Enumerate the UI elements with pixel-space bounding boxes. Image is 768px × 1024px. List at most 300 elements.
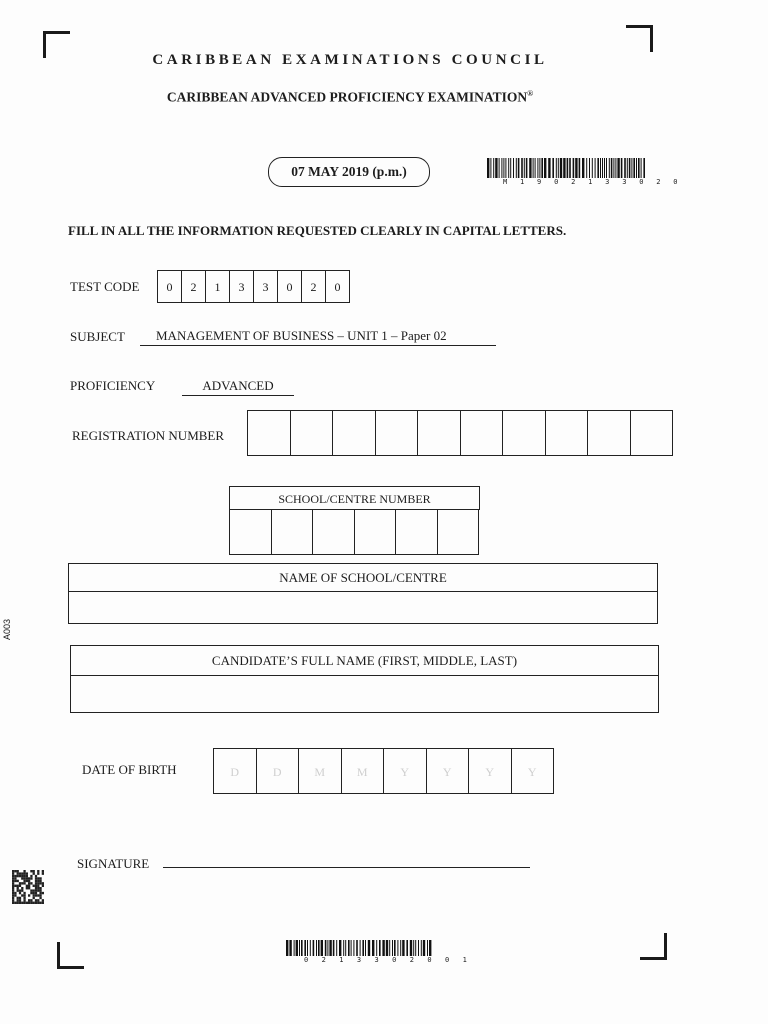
registration-number-label: REGISTRATION NUMBER — [72, 428, 225, 443]
qr-module — [35, 899, 37, 901]
qr-module — [30, 882, 32, 884]
corner-mark-bottom-left — [57, 942, 84, 969]
barcode-bar — [602, 158, 603, 178]
school-centre-number-label: SCHOOL/CENTRE NUMBER — [229, 486, 480, 510]
barcode-bar — [327, 940, 328, 956]
date-of-birth-box[interactable]: Y — [426, 748, 470, 794]
qr-module — [12, 899, 14, 901]
qr-module — [37, 872, 39, 874]
qr-module — [35, 885, 37, 887]
exam-date: 07 MAY 2019 (p.m.) — [268, 157, 430, 187]
barcode-bar — [386, 940, 388, 956]
qr-module — [12, 875, 14, 877]
side-code: A003 — [2, 618, 12, 640]
qr-module — [33, 897, 35, 899]
qr-module — [23, 870, 25, 872]
barcode-bar — [392, 940, 393, 956]
qr-module — [19, 885, 21, 887]
date-of-birth-box[interactable]: M — [341, 748, 385, 794]
qr-module — [37, 889, 39, 891]
qr-module — [12, 870, 14, 872]
qr-module — [23, 894, 25, 896]
qr-module — [14, 870, 16, 872]
date-of-birth-box[interactable]: Y — [468, 748, 512, 794]
candidate-name-field[interactable] — [71, 676, 658, 713]
school-centre-number-box[interactable] — [229, 509, 272, 555]
qr-module — [28, 877, 30, 879]
qr-module — [28, 880, 30, 882]
barcode-bar — [582, 158, 584, 178]
qr-module — [39, 902, 41, 904]
qr-module — [42, 870, 44, 872]
qr-module — [30, 889, 32, 891]
barcode-bar — [329, 940, 331, 956]
qr-module — [23, 899, 25, 901]
qr-module — [23, 892, 25, 894]
qr-module — [12, 889, 14, 891]
barcode-bar — [495, 158, 497, 178]
top-barcode-number: M 1 9 0 2 1 3 3 0 2 0 — [503, 178, 682, 186]
barcode-bar — [418, 940, 419, 956]
barcode-bar — [548, 158, 550, 178]
barcode-bar — [487, 158, 489, 178]
examination-name: CARIBBEAN ADVANCED PROFICIENCY EXAMINATION — [166, 89, 528, 105]
barcode-bar — [379, 940, 381, 956]
school-name-field[interactable] — [69, 592, 657, 624]
school-centre-number-box[interactable] — [354, 509, 397, 555]
qr-module — [35, 880, 37, 882]
registration-number-box[interactable] — [460, 410, 504, 456]
barcode-bar — [427, 940, 428, 956]
barcode-bar — [353, 940, 354, 956]
school-centre-number-section — [229, 486, 480, 555]
qr-module — [37, 877, 39, 879]
qr-module — [19, 872, 21, 874]
qr-module — [21, 894, 23, 896]
barcode-bar — [365, 940, 366, 956]
registration-number-boxes — [248, 410, 673, 456]
barcode-bar — [508, 158, 509, 178]
qr-module — [14, 892, 16, 894]
qr-code — [12, 870, 44, 909]
barcode-bar — [539, 158, 540, 178]
barcode-bar — [567, 158, 569, 178]
signature-label: SIGNATURE — [77, 856, 150, 871]
candidate-name-section — [70, 645, 659, 713]
barcode-bar — [318, 940, 320, 956]
test-code-digit: 2 — [301, 270, 326, 303]
qr-module — [35, 892, 37, 894]
qr-module — [33, 872, 35, 874]
subject-label: SUBJECT — [70, 329, 125, 344]
barcode-bar — [394, 940, 396, 956]
barcode-bar — [310, 940, 311, 956]
qr-module — [26, 875, 28, 877]
qr-module — [39, 882, 41, 884]
school-name-label: NAME OF SCHOOL/CENTRE — [69, 564, 657, 592]
registration-number-box[interactable] — [247, 410, 291, 456]
barcode-bar — [333, 940, 335, 956]
qr-module — [12, 872, 14, 874]
qr-module — [12, 902, 14, 904]
qr-module — [26, 880, 28, 882]
qr-module — [39, 892, 41, 894]
school-centre-number-box[interactable] — [395, 509, 438, 555]
barcode-bar — [296, 940, 298, 956]
qr-module — [17, 872, 19, 874]
barcode-bar — [556, 158, 557, 178]
qr-module — [23, 877, 25, 879]
barcode-bar — [389, 940, 390, 956]
test-code-digit: 0 — [325, 270, 350, 303]
qr-module — [35, 894, 37, 896]
signature-line[interactable] — [163, 853, 530, 868]
qr-module — [17, 899, 19, 901]
barcode-bar — [304, 940, 306, 956]
qr-module — [30, 899, 32, 901]
barcode-bar — [490, 158, 491, 178]
qr-module — [23, 872, 25, 874]
qr-module — [19, 897, 21, 899]
barcode-bar — [638, 158, 640, 178]
barcode-bar — [423, 940, 425, 956]
test-code-label: TEST CODE — [70, 279, 140, 294]
barcode-bar — [526, 158, 528, 178]
registration-number-box[interactable] — [545, 410, 589, 456]
barcode-bar — [537, 158, 538, 178]
barcode-bar — [518, 158, 520, 178]
subject-field: MANAGEMENT OF BUSINESS – UNIT 1 – Paper 02 — [140, 328, 496, 346]
qr-module — [37, 887, 39, 889]
top-barcode — [487, 158, 647, 178]
qr-module — [33, 885, 35, 887]
qr-module — [33, 870, 35, 872]
barcode-bar — [624, 158, 626, 178]
qr-module — [19, 892, 21, 894]
barcode-bar — [339, 940, 341, 956]
organization-title: CARIBBEAN EXAMINATIONS COUNCIL — [152, 52, 548, 68]
barcode-bar — [372, 940, 374, 956]
qr-module — [21, 882, 23, 884]
qr-module — [30, 902, 32, 904]
date-of-birth-box[interactable]: D — [213, 748, 257, 794]
barcode-bar — [376, 940, 377, 956]
registration-number-box[interactable] — [417, 410, 461, 456]
barcode-bar — [294, 940, 295, 956]
qr-module — [37, 882, 39, 884]
examination-title — [0, 89, 700, 106]
barcode-bar — [406, 940, 408, 956]
school-centre-number-box[interactable] — [312, 509, 355, 555]
barcode-bar — [360, 940, 361, 956]
qr-module — [12, 882, 14, 884]
barcode-bar — [301, 940, 303, 956]
qr-module — [33, 902, 35, 904]
barcode-bar — [621, 158, 623, 178]
barcode-bar — [533, 158, 534, 178]
barcode-bar — [513, 158, 514, 178]
qr-module — [35, 902, 37, 904]
qr-module — [14, 885, 16, 887]
qr-module — [21, 887, 23, 889]
bottom-barcode-bars — [286, 940, 434, 956]
barcode-bar — [382, 940, 384, 956]
qr-module — [19, 899, 21, 901]
barcode-bar — [510, 158, 511, 178]
qr-module — [26, 872, 28, 874]
qr-module — [23, 880, 25, 882]
barcode-bar — [563, 158, 565, 178]
qr-module — [12, 880, 14, 882]
barcode-bar — [586, 158, 587, 178]
registered-mark: ® — [527, 89, 534, 98]
barcode-bar — [613, 158, 614, 178]
barcode-bar — [597, 158, 599, 178]
qr-module — [12, 897, 14, 899]
barcode-bar — [429, 940, 431, 956]
qr-module — [14, 902, 16, 904]
barcode-bar — [368, 940, 370, 956]
proficiency-field: ADVANCED — [182, 378, 294, 396]
registration-number-box[interactable] — [502, 410, 546, 456]
qr-module — [28, 894, 30, 896]
test-code-digit: 1 — [205, 270, 230, 303]
qr-module — [14, 880, 16, 882]
qr-module — [19, 875, 21, 877]
qr-module — [17, 897, 19, 899]
qr-module — [21, 877, 23, 879]
qr-module — [21, 889, 23, 891]
barcode-bar — [402, 940, 404, 956]
qr-module — [33, 889, 35, 891]
barcode-bar — [592, 158, 593, 178]
qr-module — [37, 870, 39, 872]
qr-module — [28, 887, 30, 889]
qr-module — [39, 894, 41, 896]
barcode-bar — [617, 158, 619, 178]
qr-module — [39, 897, 41, 899]
qr-module — [39, 877, 41, 879]
qr-module — [37, 902, 39, 904]
barcode-bar — [595, 158, 596, 178]
qr-module — [14, 875, 16, 877]
bottom-barcode-number: 0 2 1 3 3 0 2 0 0 1 — [304, 956, 472, 964]
barcode-bar — [627, 158, 628, 178]
qr-module — [28, 882, 30, 884]
registration-number-box[interactable] — [375, 410, 419, 456]
qr-module — [17, 889, 19, 891]
barcode-bar — [499, 158, 500, 178]
test-code-digit: 2 — [181, 270, 206, 303]
barcode-bar — [573, 158, 575, 178]
qr-module — [37, 899, 39, 901]
barcode-bar — [643, 158, 645, 178]
candidate-name-label: CANDIDATE’S FULL NAME (FIRST, MIDDLE, LAST) — [71, 646, 658, 676]
qr-module — [17, 875, 19, 877]
registration-number-box[interactable] — [332, 410, 376, 456]
barcode-bar — [524, 158, 525, 178]
qr-module — [42, 885, 44, 887]
barcode-bar — [413, 940, 414, 956]
qr-module — [37, 885, 39, 887]
qr-module — [21, 875, 23, 877]
barcode-bar — [321, 940, 323, 956]
date-of-birth-box[interactable]: D — [256, 748, 300, 794]
registration-number-box[interactable] — [630, 410, 674, 456]
qr-module — [35, 877, 37, 879]
school-centre-number-box[interactable] — [271, 509, 314, 555]
qr-module — [42, 902, 44, 904]
date-of-birth-box[interactable]: Y — [511, 748, 555, 794]
barcode-bar — [641, 158, 642, 178]
qr-module — [39, 887, 41, 889]
barcode-bar — [397, 940, 398, 956]
qr-module — [17, 880, 19, 882]
barcode-bar — [348, 940, 350, 956]
qr-module — [14, 877, 16, 879]
qr-module — [42, 882, 44, 884]
qr-module — [35, 875, 37, 877]
barcode-bar — [615, 158, 616, 178]
qr-module — [28, 902, 30, 904]
barcode-bar — [589, 158, 590, 178]
qr-module — [23, 897, 25, 899]
qr-module — [21, 872, 23, 874]
barcode-bar — [611, 158, 613, 178]
qr-module — [12, 894, 14, 896]
qr-module — [26, 877, 28, 879]
qr-module — [19, 902, 21, 904]
qr-module — [30, 870, 32, 872]
barcode-bar — [410, 940, 412, 956]
qr-module — [23, 902, 25, 904]
qr-module — [17, 902, 19, 904]
qr-module — [42, 892, 44, 894]
qr-module — [37, 880, 39, 882]
registration-number-box[interactable] — [587, 410, 631, 456]
date-of-birth-box[interactable]: M — [298, 748, 342, 794]
qr-module — [12, 892, 14, 894]
date-of-birth-box[interactable]: Y — [383, 748, 427, 794]
barcode-bar — [552, 158, 554, 178]
barcode-bar — [501, 158, 502, 178]
qr-module — [33, 892, 35, 894]
qr-module — [28, 885, 30, 887]
qr-module — [37, 894, 39, 896]
qr-module — [26, 885, 28, 887]
bottom-barcode — [286, 940, 434, 956]
test-code-boxes — [158, 270, 350, 303]
barcode-bar — [345, 940, 346, 956]
barcode-bar — [336, 940, 337, 956]
barcode-bar — [544, 158, 546, 178]
qr-code-pattern — [12, 870, 44, 904]
qr-module — [14, 894, 16, 896]
barcode-bars — [487, 158, 647, 178]
barcode-bar — [313, 940, 315, 956]
barcode-bar — [299, 940, 300, 956]
barcode-bar — [604, 158, 605, 178]
barcode-bar — [415, 940, 416, 956]
barcode-bar — [503, 158, 504, 178]
barcode-bar — [356, 940, 358, 956]
qr-module — [23, 875, 25, 877]
qr-module — [12, 877, 14, 879]
barcode-bar — [289, 940, 291, 956]
qr-module — [39, 889, 41, 891]
barcode-bar — [600, 158, 601, 178]
barcode-bar — [636, 158, 637, 178]
barcode-bar — [629, 158, 631, 178]
barcode-bar — [316, 940, 317, 956]
school-name-section — [68, 563, 658, 624]
barcode-bar — [569, 158, 571, 178]
qr-module — [19, 889, 21, 891]
barcode-bar — [493, 158, 494, 178]
qr-module — [39, 880, 41, 882]
barcode-bar — [609, 158, 610, 178]
barcode-bar — [307, 940, 308, 956]
barcode-bar — [286, 940, 288, 956]
qr-module — [12, 885, 14, 887]
qr-module — [17, 887, 19, 889]
school-centre-number-boxes — [230, 509, 480, 555]
qr-module — [17, 885, 19, 887]
barcode-bar — [325, 940, 327, 956]
qr-module — [42, 872, 44, 874]
date-of-birth-label: DATE OF BIRTH — [82, 762, 177, 777]
barcode-bar — [421, 940, 422, 956]
test-code-digit: 3 — [253, 270, 278, 303]
barcode-bar — [560, 158, 562, 178]
instruction-text: FILL IN ALL THE INFORMATION REQUESTED CLEARLY IN CAPITAL LETTERS. — [68, 223, 567, 238]
qr-module — [35, 889, 37, 891]
test-code-digit: 3 — [229, 270, 254, 303]
barcode-bar — [606, 158, 607, 178]
qr-module — [21, 902, 23, 904]
proficiency-label: PROFICIENCY — [70, 378, 156, 393]
barcode-bar — [535, 158, 536, 178]
qr-module — [26, 887, 28, 889]
corner-mark-top-right — [626, 25, 653, 52]
test-code-digit: 0 — [157, 270, 182, 303]
qr-module — [30, 877, 32, 879]
barcode-bar — [631, 158, 632, 178]
qr-module — [23, 882, 25, 884]
qr-module — [17, 870, 19, 872]
qr-module — [30, 892, 32, 894]
barcode-bar — [505, 158, 506, 178]
barcode-bar — [343, 940, 344, 956]
barcode-bar — [579, 158, 581, 178]
barcode-bar — [362, 940, 364, 956]
test-code-digit: 0 — [277, 270, 302, 303]
corner-mark-bottom-right — [640, 933, 667, 960]
date-of-birth-boxes — [214, 748, 554, 794]
qr-module — [28, 899, 30, 901]
barcode-bar — [400, 940, 401, 956]
barcode-bar — [575, 158, 577, 178]
qr-module — [26, 902, 28, 904]
qr-module — [12, 887, 14, 889]
school-centre-number-box[interactable] — [437, 509, 480, 555]
barcode-bar — [351, 940, 352, 956]
barcode-bar — [516, 158, 517, 178]
qr-module — [42, 899, 44, 901]
registration-number-box[interactable] — [290, 410, 334, 456]
barcode-bar — [633, 158, 635, 178]
qr-module — [19, 882, 21, 884]
